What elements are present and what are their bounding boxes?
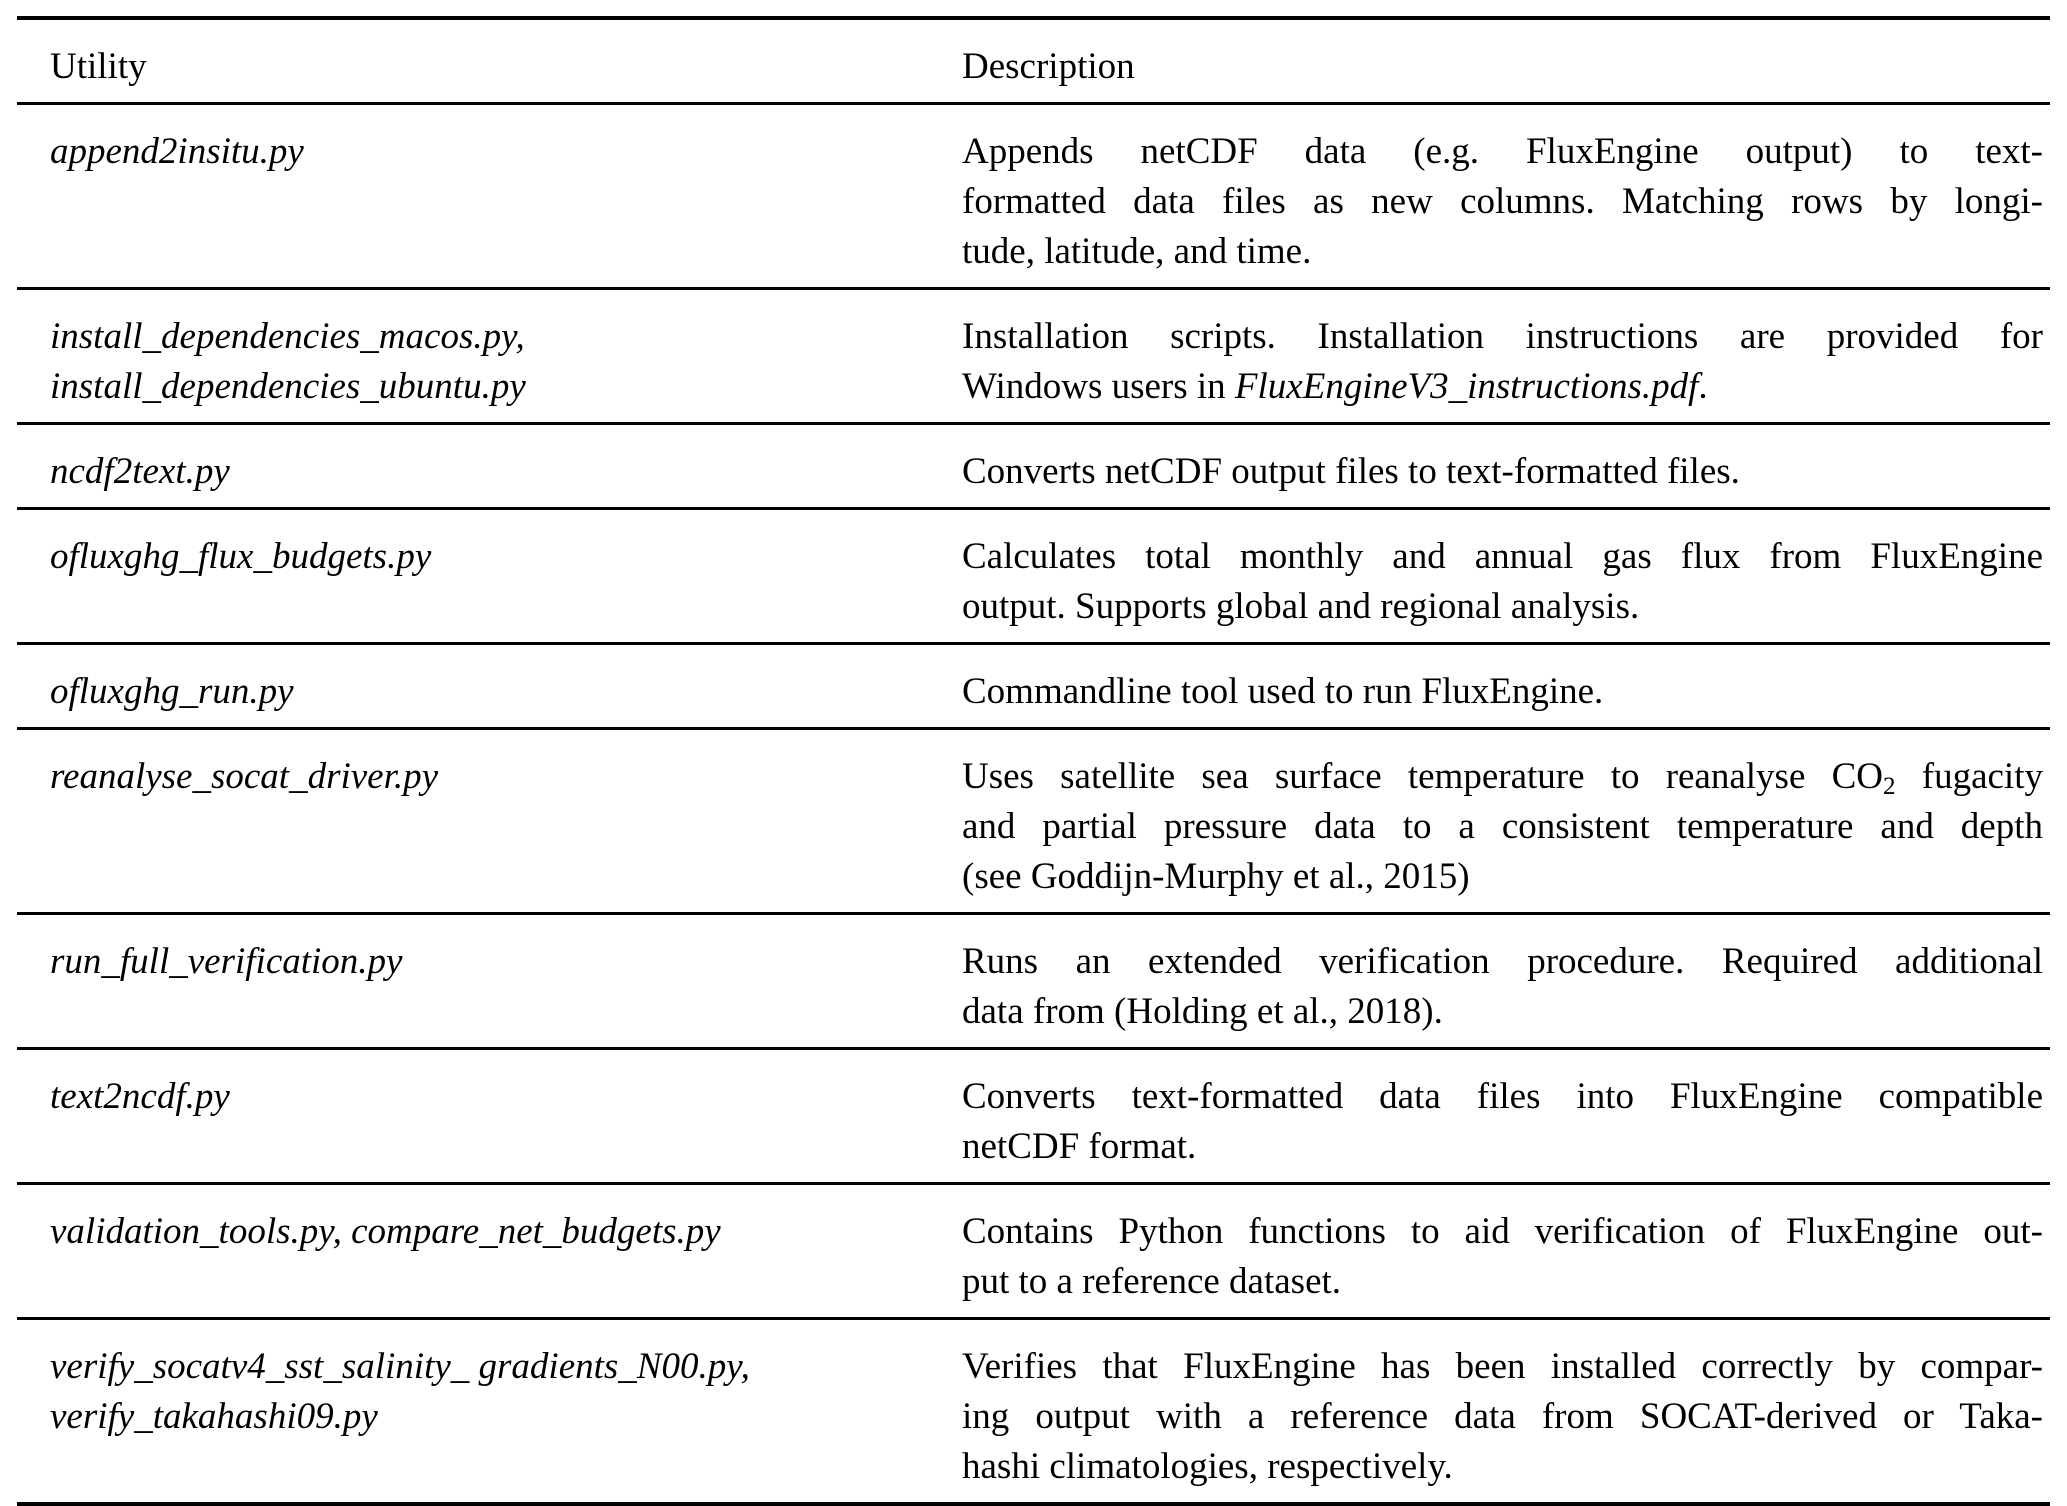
table-row [17, 509, 2050, 644]
text-line: Converts netCDF output files to text-formatted files. [962, 451, 1740, 492]
table-row [17, 1184, 2050, 1319]
text-line: Appends netCDF data (e.g. FluxEngine output) to text- [962, 131, 2043, 172]
table-row [17, 644, 2050, 729]
text-line: output. Supports global and regional analysis. [962, 586, 1640, 627]
text-line: Commandline tool used to run FluxEngine. [962, 671, 1604, 712]
text-line: verify_socatv4_sst_salinity_ gradients_N00.py, [50, 1346, 750, 1387]
utility-cell [17, 1184, 962, 1319]
text-line: tude, latitude, and time. [962, 231, 1312, 272]
table-header [17, 18, 2050, 104]
utility-cell [17, 644, 962, 729]
text-line [962, 752, 2043, 802]
text-line: formatted data files as new columns. Matching rows by longi- [962, 181, 2043, 222]
description-cell [962, 104, 2050, 289]
table-row [17, 424, 2050, 509]
column-header-description: Description [962, 18, 2050, 104]
description-cell [962, 289, 2050, 424]
text-line: put to a reference dataset. [962, 1261, 1342, 1302]
utility-cell [17, 289, 962, 424]
text-line: Runs an extended verification procedure. Required additional [962, 941, 2043, 982]
table-row [17, 729, 2050, 914]
utility-cell [17, 1319, 962, 1505]
text-line: reanalyse_socat_driver.py [50, 756, 439, 797]
column-header-utility: Utility [17, 18, 962, 104]
description-cell [962, 914, 2050, 1049]
description-cell [962, 424, 2050, 509]
table-body [17, 104, 2050, 1505]
text-line: Contains Python functions to aid verification of FluxEngine out- [962, 1211, 2043, 1252]
text-segment: fugacity [1895, 756, 2043, 797]
table-row [17, 1049, 2050, 1184]
text-segment: . [1698, 366, 1708, 407]
text-line: run_full_verification.py [50, 941, 403, 982]
text-line: netCDF format. [962, 1126, 1197, 1167]
text-segment-sub: 2 [1882, 772, 1896, 800]
table-row [17, 914, 2050, 1049]
text-line: verify_takahashi09.py [50, 1396, 378, 1437]
description-cell [962, 1319, 2050, 1505]
utility-cell [17, 1049, 962, 1184]
text-line: and partial pressure data to a consistent temperature and depth [962, 806, 2043, 847]
text-line: Calculates total monthly and annual gas flux from FluxEngine [962, 536, 2043, 577]
document-page [17, 16, 2050, 1506]
description-cell [962, 729, 2050, 914]
header-row [17, 18, 2050, 104]
text-line: data from (Holding et al., 2018). [962, 991, 1443, 1032]
text-line: (see Goddijn-Murphy et al., 2015) [962, 856, 1470, 897]
utility-cell [17, 729, 962, 914]
text-line: Installation scripts. Installation instructions are provided for [962, 316, 2043, 357]
text-line [962, 362, 2043, 412]
text-segment-italic: FluxEngineV3_instructions.pdf [1234, 366, 1699, 407]
text-line: text2ncdf.py [50, 1076, 230, 1117]
table-row [17, 1319, 2050, 1505]
text-segment: Windows users in [962, 366, 1235, 407]
description-cell [962, 1049, 2050, 1184]
utility-cell [17, 104, 962, 289]
text-line: Converts text-formatted data files into FluxEngine compatible [962, 1076, 2043, 1117]
text-line: ofluxghg_flux_budgets.py [50, 536, 432, 577]
utilities-table [17, 16, 2050, 1506]
table-row [17, 289, 2050, 424]
utility-cell [17, 509, 962, 644]
text-line: append2insitu.py [50, 131, 304, 172]
text-line: hashi climatologies, respectively. [962, 1446, 1453, 1487]
text-line: ncdf2text.py [50, 451, 230, 492]
text-line: validation_tools.py, compare_net_budgets.py [50, 1211, 721, 1252]
text-line: Verifies that FluxEngine has been installed correctly by compar- [962, 1346, 2043, 1387]
utility-cell [17, 424, 962, 509]
table-row [17, 104, 2050, 289]
description-cell [962, 509, 2050, 644]
text-line: ing output with a reference data from SOCAT-derived or Taka- [962, 1396, 2043, 1437]
text-line: install_dependencies_ubuntu.py [50, 366, 526, 407]
description-cell [962, 644, 2050, 729]
utility-cell [17, 914, 962, 1049]
text-line: ofluxghg_run.py [50, 671, 294, 712]
text-segment: Uses satellite sea surface temperature to reanalyse CO [962, 756, 1883, 797]
description-cell [962, 1184, 2050, 1319]
text-line: install_dependencies_macos.py, [50, 316, 525, 357]
